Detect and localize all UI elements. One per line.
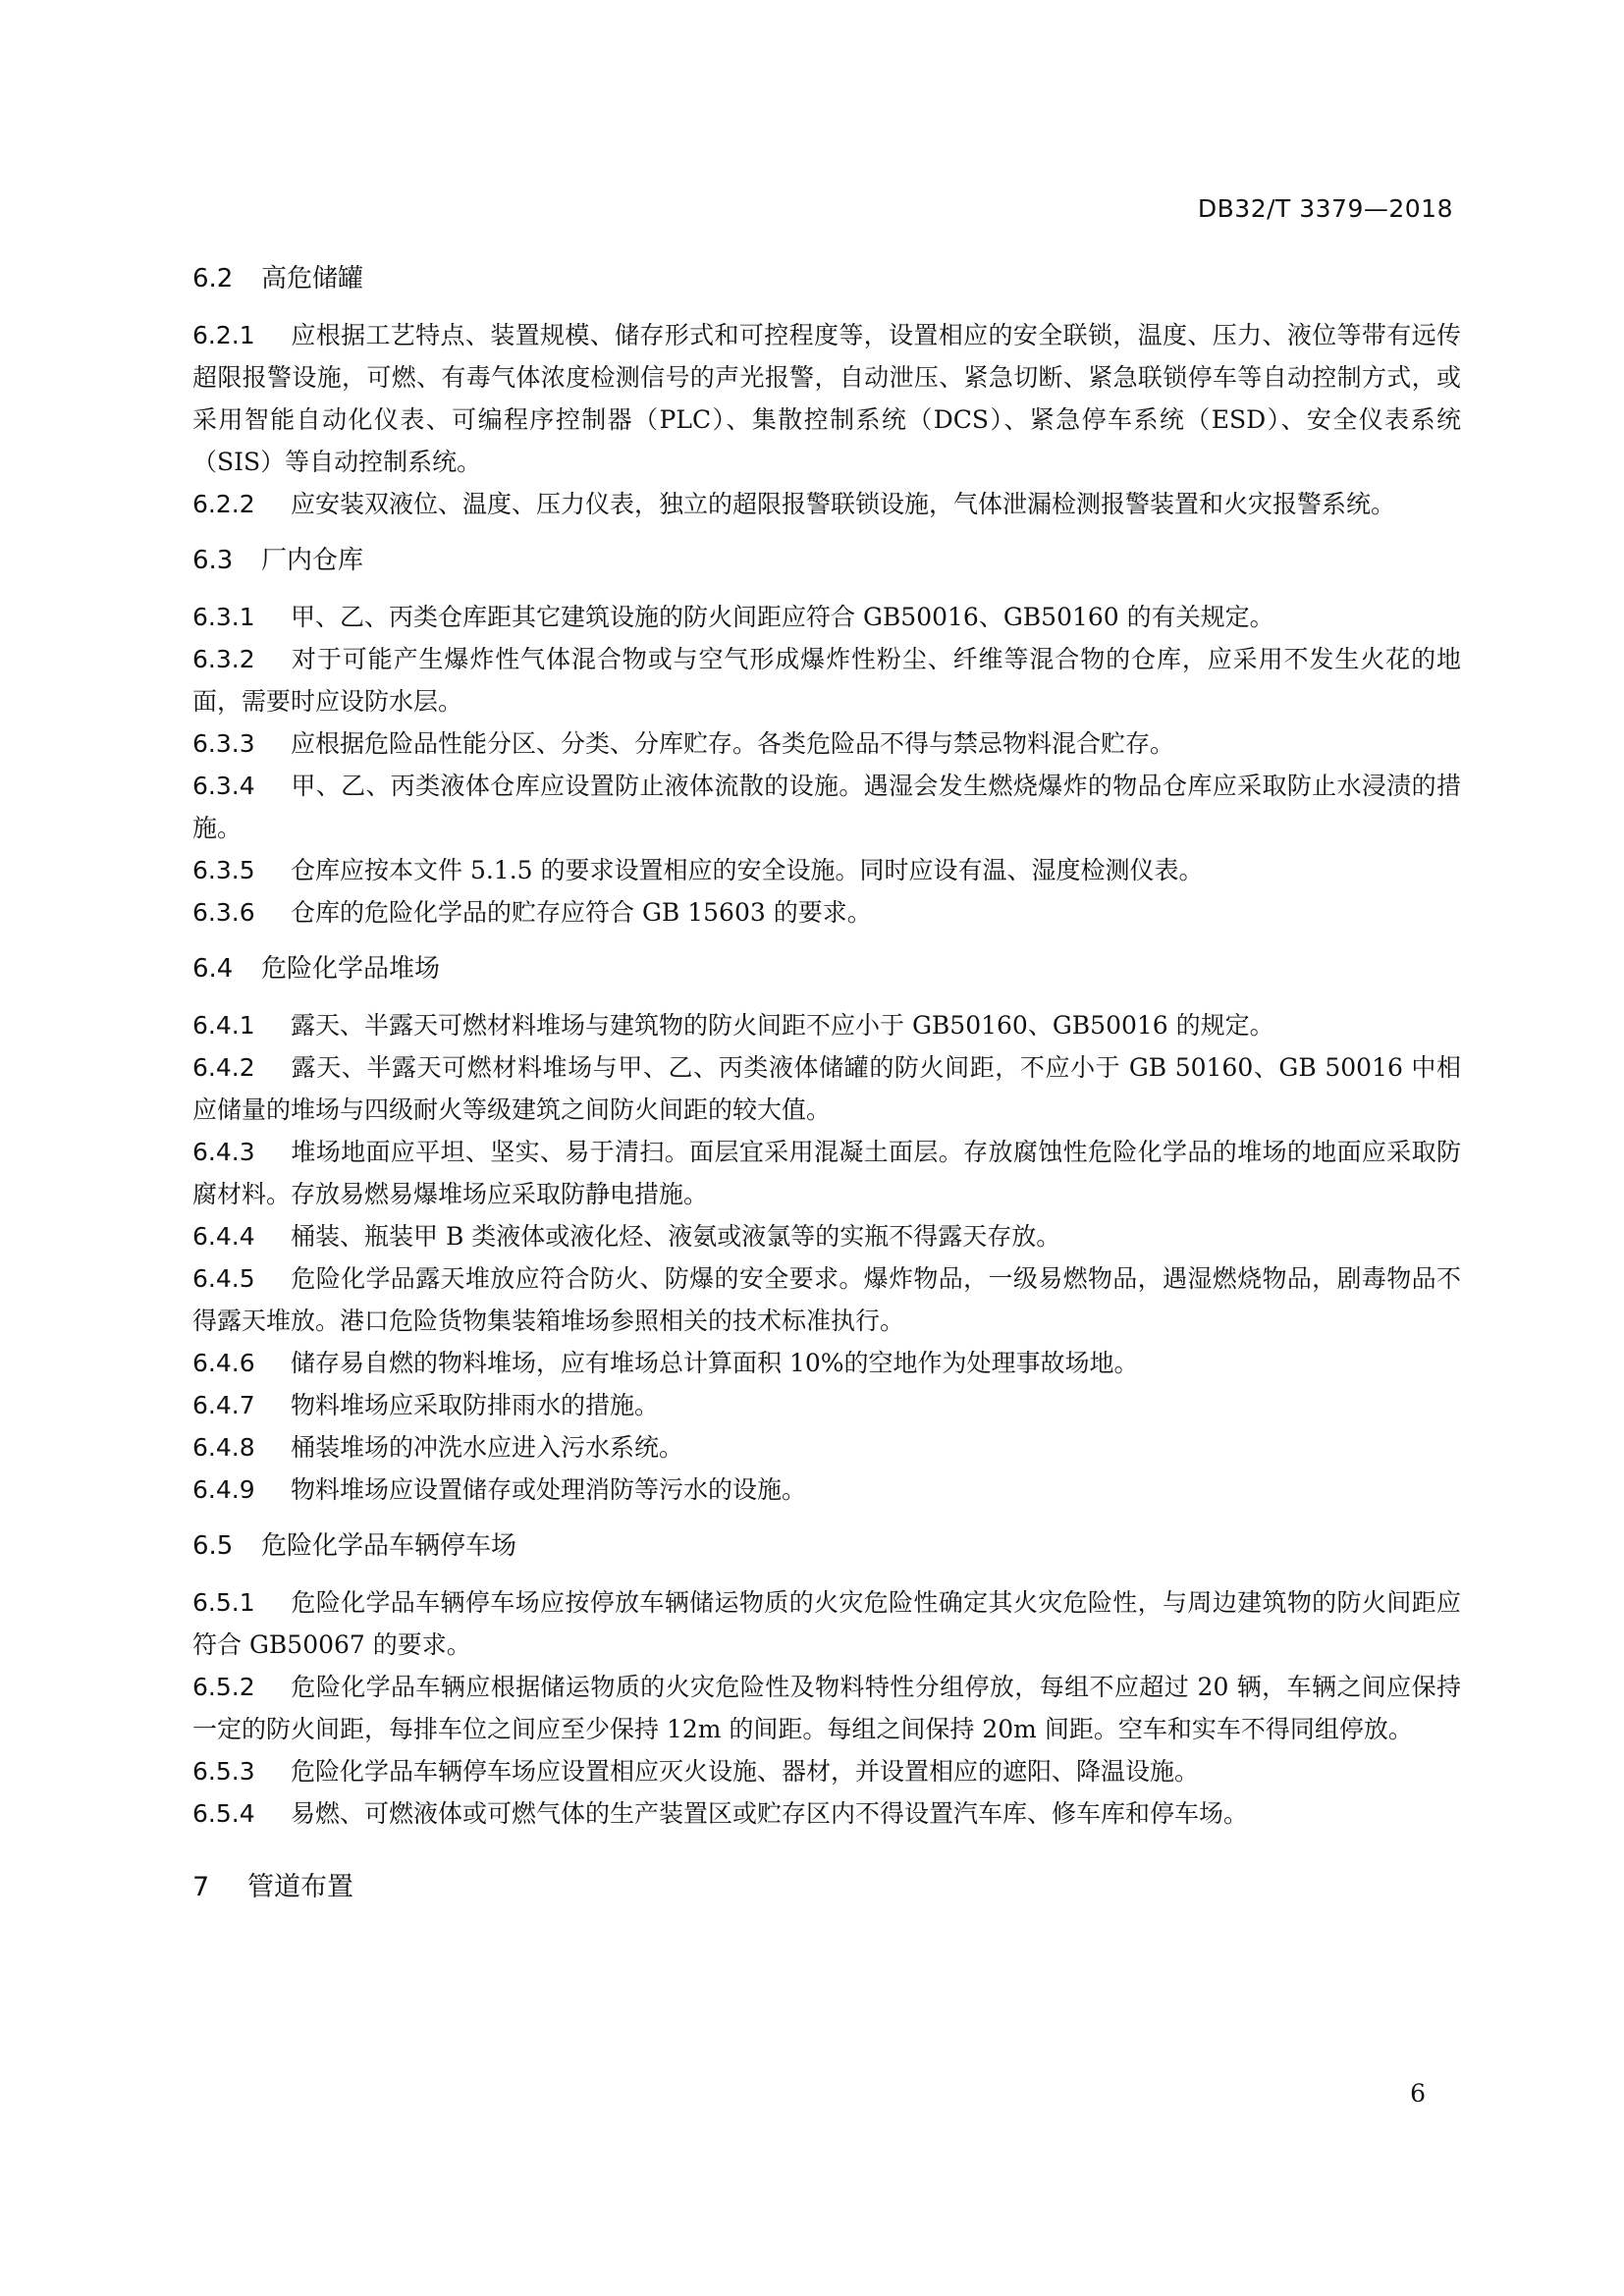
clause-text: 甲、乙、丙类液体仓库应设置防止液体流散的设施。遇湿会发生燃烧爆炸的物品仓库应采取防止水浸渍的措施。 xyxy=(192,772,1461,842)
clause-number: 6.3.1 xyxy=(192,603,255,631)
section-number: 6.2 xyxy=(192,264,234,294)
clause-text: 物料堆场应采取防排雨水的措施。 xyxy=(291,1391,660,1419)
clause-6-4-3 xyxy=(192,1131,1461,1215)
clause-6-3-5 xyxy=(192,849,1461,891)
clause-text: 易燃、可燃液体或可燃气体的生产装置区或贮存区内不得设置汽车库、修车库和停车场。 xyxy=(291,1799,1249,1828)
clause-6-3-3 xyxy=(192,722,1461,765)
section-number: 6.5 xyxy=(192,1531,234,1561)
clause-text: 堆场地面应平坦、坚实、易于清扫。面层宜采用混凝土面层。存放腐蚀性危险化学品的堆场的地面应采取防腐材料。存放易燃易爆堆场应采取防静电措施。 xyxy=(192,1138,1461,1208)
section-title: 危险化学品车辆停车场 xyxy=(261,1531,517,1561)
clause-number: 6.4.9 xyxy=(192,1475,255,1504)
clause-text: 桶装、瓶装甲 B 类液体或液化烃、液氨或液氯等的实瓶不得露天存放。 xyxy=(291,1222,1061,1251)
clause-6-4-4 xyxy=(192,1215,1461,1257)
section-number: 6.3 xyxy=(192,546,234,575)
section-heading-6-3 xyxy=(192,539,1461,582)
clause-6-2-2 xyxy=(192,483,1461,525)
clause-number: 6.3.3 xyxy=(192,729,255,758)
clause-6-3-4 xyxy=(192,765,1461,849)
section-title: 厂内仓库 xyxy=(261,546,364,575)
clause-text: 露天、半露天可燃材料堆场与甲、乙、丙类液体储罐的防火间距，不应小于 GB 50160、GB 50016 中相应储量的堆场与四级耐火等级建筑之间防火间距的较大值。 xyxy=(192,1053,1461,1124)
page-content xyxy=(192,257,1461,1909)
clause-text: 危险化学品车辆停车场应设置相应灭火设施、器材，并设置相应的遮阳、降温设施。 xyxy=(291,1757,1200,1786)
clause-6-5-4 xyxy=(192,1792,1461,1835)
section-number: 6.4 xyxy=(192,954,234,984)
clause-text: 应安装双液位、温度、压力仪表，独立的超限报警联锁设施，气体泄漏检测报警装置和火灾报警系统。 xyxy=(291,490,1396,518)
clause-6-5-1 xyxy=(192,1581,1461,1666)
clause-text: 露天、半露天可燃材料堆场与建筑物的防火间距不应小于 GB50160、GB50016 的规定。 xyxy=(291,1011,1274,1040)
clause-6-3-1 xyxy=(192,596,1461,638)
clause-text: 危险化学品车辆停车场应按停放车辆储运物质的火灾危险性确定其火灾危险性，与周边建筑物的防火间距应符合 GB50067 的要求。 xyxy=(192,1588,1461,1659)
clause-text: 应根据危险品性能分区、分类、分库贮存。各类危险品不得与禁忌物料混合贮存。 xyxy=(291,729,1175,758)
section-heading-6-5 xyxy=(192,1524,1461,1568)
section-heading-6-2 xyxy=(192,257,1461,300)
clause-number: 6.3.6 xyxy=(192,898,255,927)
clause-number: 6.2.2 xyxy=(192,490,255,518)
clause-text: 甲、乙、丙类仓库距其它建筑设施的防火间距应符合 GB50016、GB50160 的有关规定。 xyxy=(291,603,1274,631)
document-code: DB32/T 3379—2018 xyxy=(1197,194,1453,223)
clause-text: 对于可能产生爆炸性气体混合物或与空气形成爆炸性粉尘、纤维等混合物的仓库，应采用不发生火花的地面，需要时应设防水层。 xyxy=(192,645,1461,716)
clause-number: 6.5.1 xyxy=(192,1588,255,1617)
clause-text: 仓库应按本文件 5.1.5 的要求设置相应的安全设施。同时应设有温、湿度检测仪表。 xyxy=(291,856,1204,884)
clause-number: 6.4.4 xyxy=(192,1222,255,1251)
section-title: 危险化学品堆场 xyxy=(261,954,441,984)
clause-6-4-7 xyxy=(192,1384,1461,1426)
clause-6-4-8 xyxy=(192,1426,1461,1468)
clause-text: 危险化学品车辆应根据储运物质的火灾危险性及物料特性分组停放，每组不应超过 20 辆，车辆之间应保持一定的防火间距，每排车位之间应至少保持 12m 的间距。每组之间保持 20m 间距。空车和实车不得同组停放。 xyxy=(192,1673,1461,1743)
clause-6-3-2 xyxy=(192,638,1461,722)
clause-number: 6.3.2 xyxy=(192,645,255,673)
clause-number: 6.4.1 xyxy=(192,1011,255,1040)
section-title: 高危储罐 xyxy=(261,264,364,294)
clause-text: 仓库的危险化学品的贮存应符合 GB 15603 的要求。 xyxy=(291,898,872,927)
clause-number: 6.4.7 xyxy=(192,1391,255,1419)
clause-number: 6.4.3 xyxy=(192,1138,255,1166)
clause-6-5-2 xyxy=(192,1666,1461,1750)
clause-6-4-1 xyxy=(192,1004,1461,1046)
clause-number: 6.4.6 xyxy=(192,1349,255,1377)
clause-number: 6.5.2 xyxy=(192,1673,255,1701)
clause-text: 应根据工艺特点、装置规模、储存形式和可控程度等，设置相应的安全联锁，温度、压力、液位等带有远传超限报警设施，可燃、有毒气体浓度检测信号的声光报警，自动泄压、紧急切断、紧急联锁停车等自动控制方式，或采用智能自动化仪表、可编程序控制器（PLC）、集散控制系统（DCS）、紧急停车系统（ESD）、安全仪表系统（SIS）等自动控制系统。 xyxy=(192,321,1461,476)
clause-6-4-2 xyxy=(192,1046,1461,1131)
clause-text: 储存易自燃的物料堆场，应有堆场总计算面积 10%的空地作为处理事故场地。 xyxy=(291,1349,1139,1377)
clause-number: 6.4.8 xyxy=(192,1433,255,1462)
clause-number: 6.4.2 xyxy=(192,1053,255,1082)
clause-6-4-6 xyxy=(192,1342,1461,1384)
clause-6-5-3 xyxy=(192,1750,1461,1792)
clause-number: 6.2.1 xyxy=(192,321,255,349)
clause-text: 危险化学品露天堆放应符合防火、防爆的安全要求。爆炸物品，一级易燃物品，遇湿燃烧物品，剧毒物品不得露天堆放。港口危险货物集装箱堆场参照相关的技术标准执行。 xyxy=(192,1264,1461,1335)
clause-6-4-9 xyxy=(192,1468,1461,1511)
clause-number: 6.5.4 xyxy=(192,1799,255,1828)
clause-6-2-1 xyxy=(192,314,1461,483)
clause-number: 6.4.5 xyxy=(192,1264,255,1293)
chapter-heading-7 xyxy=(192,1866,1461,1909)
clause-text: 物料堆场应设置储存或处理消防等污水的设施。 xyxy=(291,1475,807,1504)
chapter-title: 管道布置 xyxy=(247,1872,353,1902)
clause-text: 桶装堆场的冲洗水应进入污水系统。 xyxy=(291,1433,684,1462)
clause-number: 6.3.5 xyxy=(192,856,255,884)
clause-6-4-5 xyxy=(192,1257,1461,1342)
chapter-number: 7 xyxy=(192,1872,210,1902)
page-number: 6 xyxy=(1410,2079,1426,2108)
clause-number: 6.3.4 xyxy=(192,772,255,800)
clause-number: 6.5.3 xyxy=(192,1757,255,1786)
clause-6-3-6 xyxy=(192,891,1461,934)
section-heading-6-4 xyxy=(192,947,1461,990)
